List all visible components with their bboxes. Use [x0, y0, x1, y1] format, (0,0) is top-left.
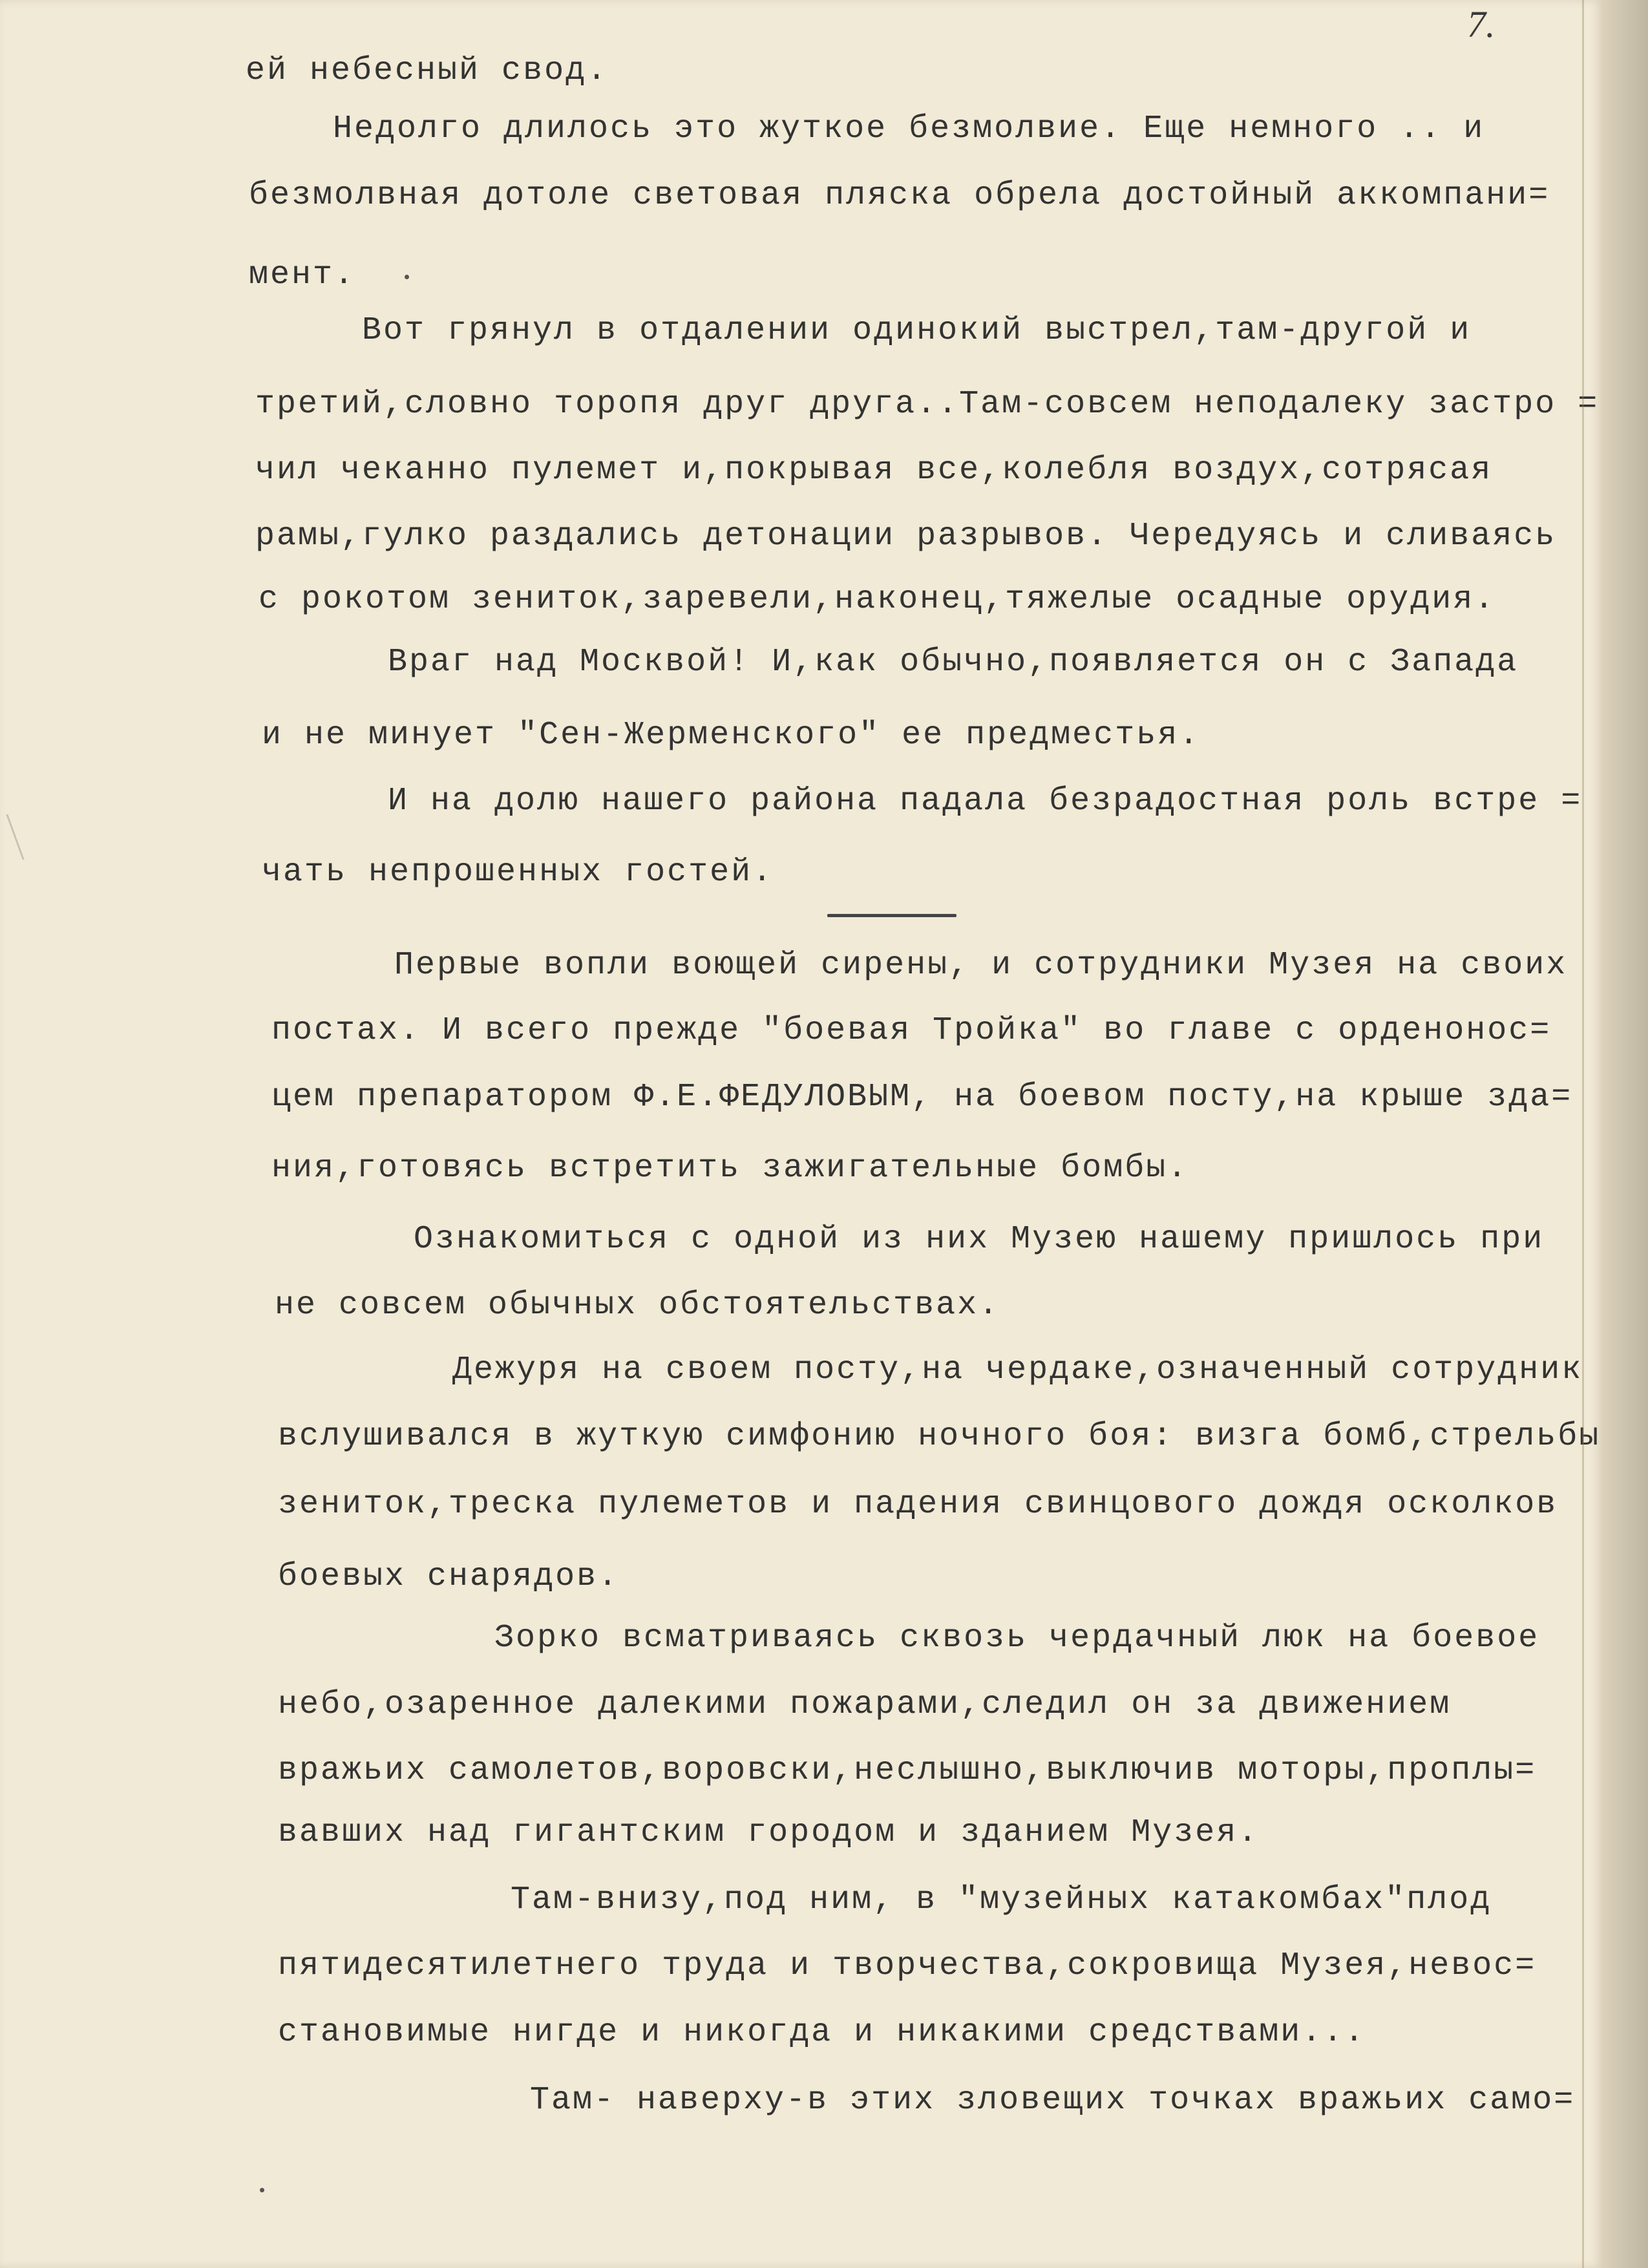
text-line: вслушивался в жуткую симфонию ночного боя: визга бомб,стрельбы [278, 1418, 1601, 1455]
fold-line [1582, 0, 1584, 2268]
text-line: с рокотом зениток,заревели,наконец,тяжелые осадные орудия. [259, 581, 1496, 618]
text-line: вражьих самолетов,воровски,неслышно,выключив моторы,проплы= [278, 1752, 1537, 1789]
text-line: Ознакомиться с одной из них Музею нашему пришлось при [414, 1221, 1545, 1258]
text-line: цем препаратором Ф.Е.ФЕДУЛОВЫМ, на боевом посту,на крыше зда= [271, 1079, 1573, 1116]
ink-dot [260, 2188, 264, 2192]
text-line: Зорко всматриваясь сквозь чердачный люк на боевое [494, 1620, 1540, 1657]
text-line: не совсем обычных обстоятельствах. [275, 1287, 1000, 1324]
text-line: И на долю нашего района падала безрадостная роль встре = [388, 783, 1583, 820]
text-line: Там- наверху-в этих зловещих точках вражьих само= [530, 2082, 1576, 2119]
text-line: Недолго длилось это жуткое безмолвие. Еще немного .. и [333, 111, 1485, 147]
text-line: ния,готовясь встретить зажигательные бомбы. [271, 1150, 1189, 1187]
text-line: чать непрошенных гостей. [262, 854, 774, 891]
text-line: Там-внизу,под ним, в "музейных катакомбах"плод [511, 1881, 1492, 1918]
text-line: становимые нигде и никогда и никакими средствами... [278, 2014, 1366, 2051]
text-line: зениток,треска пулеметов и падения свинцового дождя осколков [278, 1486, 1558, 1523]
ink-dot [405, 275, 409, 279]
text-line: ей небесный свод. [246, 52, 609, 89]
paper-edge [1601, 0, 1648, 2268]
text-line: вавших над гигантским городом и зданием Музея. [278, 1814, 1260, 1851]
text-line: рамы,гулко раздались детонации разрывов. Чередуясь и сливаясь [255, 518, 1557, 555]
text-line: Враг над Москвой! И,как обычно,появляется он с Запада [388, 644, 1519, 681]
text-line: и не минует "Сен-Жерменского" ее предместья. [262, 717, 1201, 754]
text-line: безмолвная дотоле световая пляска обрела достойный аккомпани= [249, 177, 1550, 214]
text-line: боевых снарядов. [278, 1558, 620, 1595]
text-line: чил чеканно пулемет и,покрывая все,колебля воздух,сотрясая [255, 452, 1493, 489]
margin-check-mark [6, 814, 63, 860]
text-line: небо,озаренное далекими пожарами,следил он за движением [278, 1686, 1452, 1723]
text-line: Первые вопли воющей сирены, и сотрудники Музея на своих [394, 947, 1568, 984]
text-line: мент. [249, 257, 356, 293]
text-line: Дежуря на своем посту,на чердаке,означенный сотрудник [452, 1351, 1583, 1388]
text-line: Вот грянул в отдалении одинокий выстрел,там-другой и [362, 312, 1472, 349]
text-line: третий,словно торопя друг друга..Там-совсем неподалеку застро = [255, 386, 1600, 423]
page-number: 7. [1467, 3, 1495, 45]
text-line: постах. И всего прежде "боевая Тройка" во главе с орденонос= [271, 1012, 1552, 1049]
section-divider [827, 914, 956, 917]
text-line: пятидесятилетнего труда и творчества,сокровища Музея,невос= [278, 1947, 1537, 1984]
